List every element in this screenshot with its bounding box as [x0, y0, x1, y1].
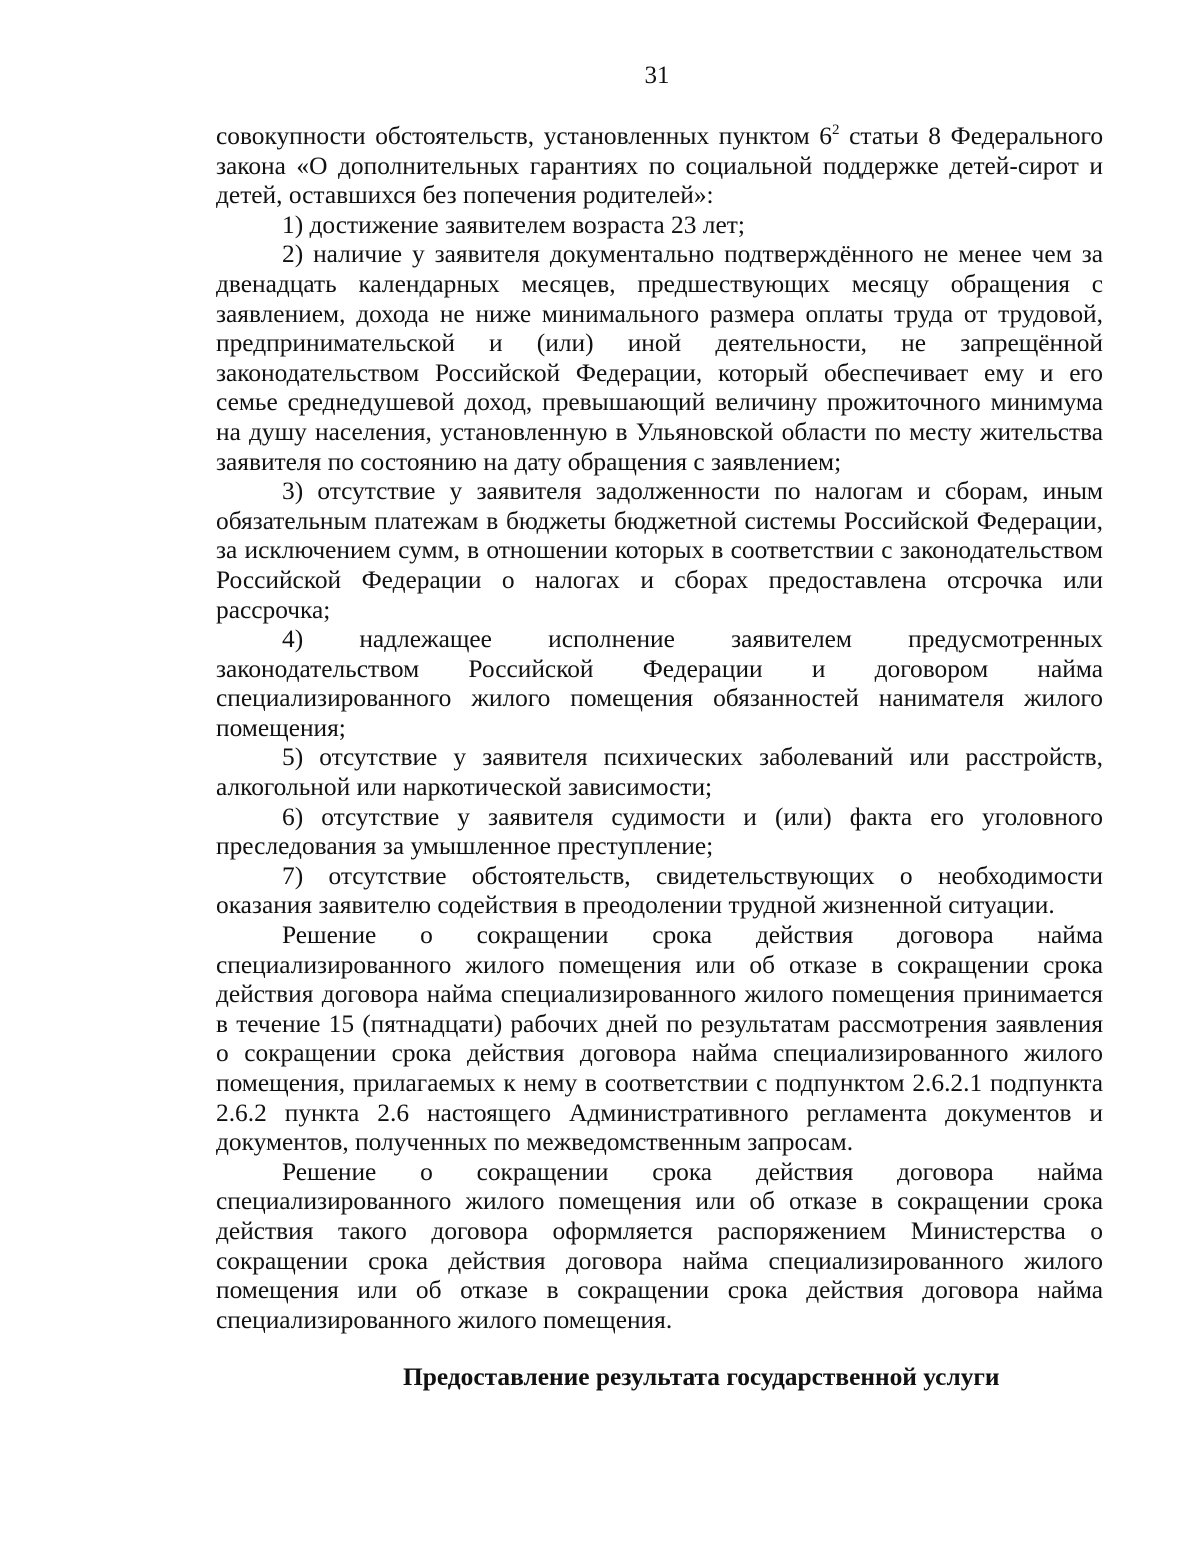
intro-text-continued: статьи 8 Федерального закона «О дополнительных гарантиях по социальной поддержке детей-сирот и детей, оставшихся без попечения родителей»:: [216, 122, 1104, 210]
list-item-3: 3) отсутствие у заявителя задолженности по налогам и сборам, иным обязательным платежам в бюджеты бюджетной системы Российской Федерации, за исключением сумм, в отношении которых в соответствии с законодательством Российской Федерации о налогах и сборах предоставлена отсрочка или рассрочка;: [216, 477, 1103, 624]
list-item-7: 7) отсутствие обстоятельств, свидетельствующих о необходимости оказания заявителю содействия в преодолении трудной жизненной ситуации.: [216, 861, 1103, 920]
intro-text: совокупности обстоятельств, установленных пунктом 6: [216, 122, 833, 150]
page-number: 31: [644, 62, 670, 89]
list-item-2: 2) наличие у заявителя документально подтверждённого не менее чем за двенадцать календарных месяцев, предшествующих месяцу обращения с заявлением, дохода не ниже минимального размера оплаты труда от трудовой, предпринимательской и (или) иной деятельности, не запрещённой законодательством Российской Федерации, который обеспечивает ему и его семье среднедушевой доход, превышающий величину прожиточного минимума на душу населения, установленную в Ульяновской области по месту жительства заявителя по состоянию на дату обращения с заявлением;: [216, 240, 1103, 476]
list-item-4: 4) надлежащее исполнение заявителем предусмотренных законодательством Российской Федерации и договором найма специализированного жилого помещения обязанностей нанимателя жилого помещения;: [216, 625, 1103, 742]
document-body: [216, 122, 1103, 1335]
superscript: 2: [832, 122, 840, 138]
list-item-1: 1) достижение заявителем возраста 23 лет;: [282, 210, 745, 239]
section-heading: Предоставление результата государственной услуги: [403, 1363, 1000, 1391]
decision-timing-paragraph: Решение о сокращении срока действия договора найма специализированного жилого помещения или об отказе в сокращении срока действия договора найма специализированного жилого помещения принимается в течение 15 (пятнадцати) рабочих дней по результатам рассмотрения заявления о сокращении срока действия договора найма специализированного жилого помещения, прилагаемых к нему в соответствии с подпунктом 2.6.2.1 подпункта 2.6.2 пункта 2.6 настоящего Административного регламента документов и документов, полученных по межведомственным запросам.: [216, 921, 1103, 1157]
list-item-6: 6) отсутствие у заявителя судимости и (или) факта его уголовного преследования за умышленное преступление;: [216, 802, 1103, 861]
list-item-5: 5) отсутствие у заявителя психических заболеваний или расстройств, алкогольной или наркотической зависимости;: [216, 743, 1103, 802]
intro-paragraph: [216, 122, 1103, 211]
decision-form-paragraph: Решение о сокращении срока действия договора найма специализированного жилого помещения или об отказе в сокращении срока действия такого договора оформляется распоряжением Министерства о сокращении срока действия договора найма специализированного жилого помещения или об отказе в сокращении срока действия договора найма специализированного жилого помещения.: [216, 1157, 1103, 1334]
